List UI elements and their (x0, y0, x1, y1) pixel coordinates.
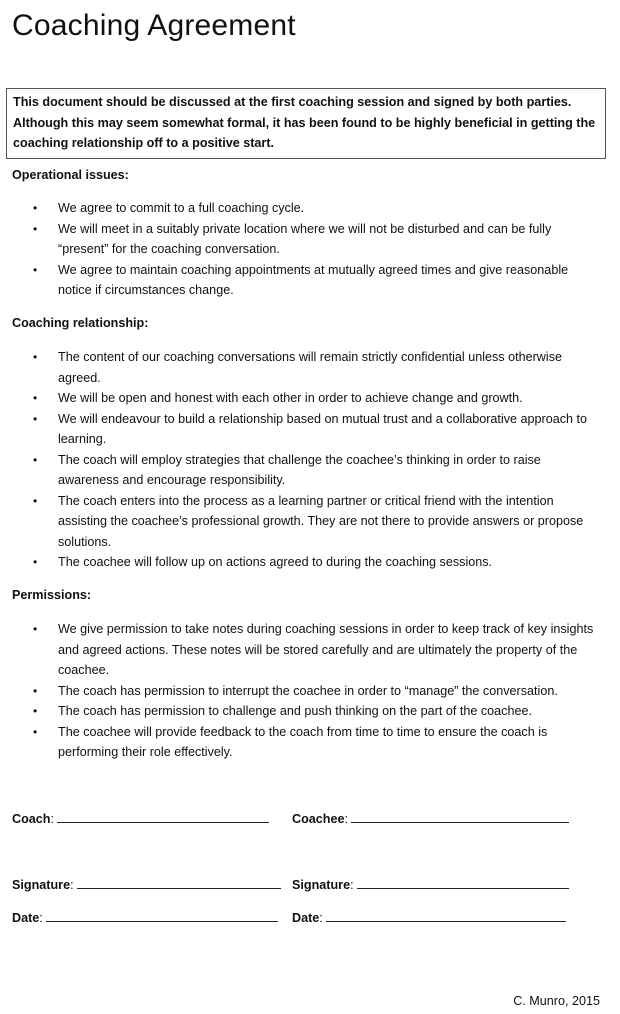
bullet-icon: • (33, 221, 38, 236)
list-item: • We agree to maintain coaching appointments at mutually agreed times and give reasonable notice if circumstances change. (0, 260, 600, 301)
list-item: • The coach enters into the process as a learning partner or critical friend with the intention assisting the coachee’s professional growth. They are not there to provide answers or propose solutions. (0, 491, 600, 553)
bullet-icon: • (33, 391, 38, 405)
signature-label: Signature (292, 878, 351, 892)
list-item: • We agree to commit to a full coaching cycle. (0, 198, 600, 219)
coachee-label: Coachee (292, 812, 345, 826)
bullet-icon: • (33, 724, 38, 739)
list-item: • The coach has permission to interrupt the coachee in order to “manage” the conversation. (0, 681, 600, 702)
list-item: • The coachee will follow up on actions agreed to during the coaching sessions. (0, 552, 600, 573)
bullet-icon: • (33, 493, 38, 508)
coachee-date-field[interactable]: Date: (292, 907, 566, 928)
bullet-icon: • (33, 704, 38, 718)
coachee-signature-line[interactable] (357, 874, 569, 889)
list-item: • The coach has permission to challenge and push thinking on the part of the coachee. (0, 701, 600, 722)
date-label: Date (12, 911, 40, 925)
intro-box: This document should be discussed at the first coaching session and signed by both parties. Although this may seem somewhat formal, it has been found to be highly beneficial in getting the coaching relationship off to a positive start. (6, 88, 606, 159)
bullet-icon: • (33, 555, 38, 569)
bullet-icon: • (33, 452, 38, 467)
bullet-icon: • (33, 411, 38, 426)
coach-line[interactable] (57, 808, 269, 823)
coach-date-line[interactable] (46, 907, 278, 922)
list-item: • We will be open and honest with each other in order to achieve change and growth. (0, 388, 600, 409)
coachee-line[interactable] (351, 808, 569, 823)
list-item: • The content of our coaching conversations will remain strictly confidential unless otherwise agreed. (0, 347, 600, 388)
list-item: • The coachee will provide feedback to the coach from time to time to ensure the coach is performing their role effectively. (0, 722, 600, 763)
page-title: Coaching Agreement (12, 9, 296, 42)
bullet-icon: • (33, 201, 38, 215)
section-heading-operational: Operational issues: (12, 168, 129, 182)
list-item: • We give permission to take notes during coaching sessions in order to keep track of key insights and agreed actions. These notes will be stored carefully and are ultimately the property of the coachee. (0, 619, 600, 681)
author-credit: C. Munro, 2015 (513, 994, 600, 1008)
bullet-icon: • (33, 262, 38, 277)
coachee-date-line[interactable] (326, 907, 566, 922)
bullet-icon: • (33, 350, 38, 364)
bullet-icon: • (33, 622, 38, 636)
section-heading-permissions: Permissions: (12, 588, 92, 602)
coach-signature-line[interactable] (77, 874, 281, 889)
operational-list (0, 198, 600, 301)
coach-signature-field[interactable]: Signature: (12, 874, 281, 895)
coachee-signature-field[interactable]: Signature: (292, 874, 569, 895)
coach-date-field[interactable]: Date: (12, 907, 278, 928)
list-item: • The coach will employ strategies that challenge the coachee’s thinking in order to raise awareness and encourage responsibility. (0, 450, 600, 491)
coachee-field[interactable]: Coachee: (292, 808, 569, 829)
bullet-icon: • (33, 683, 38, 698)
date-label: Date (292, 911, 320, 925)
permissions-list (0, 619, 600, 763)
signature-label: Signature (12, 878, 71, 892)
relationship-list (0, 347, 600, 573)
section-heading-relationship: Coaching relationship: (12, 316, 149, 330)
coach-field[interactable]: Coach: (12, 808, 269, 829)
list-item: • We will endeavour to build a relationship based on mutual trust and a collaborative approach to learning. (0, 409, 600, 450)
coach-label: Coach (12, 812, 51, 826)
list-item: • We will meet in a suitably private location where we will not be disturbed and can be fully “present” for the coaching conversation. (0, 219, 600, 260)
